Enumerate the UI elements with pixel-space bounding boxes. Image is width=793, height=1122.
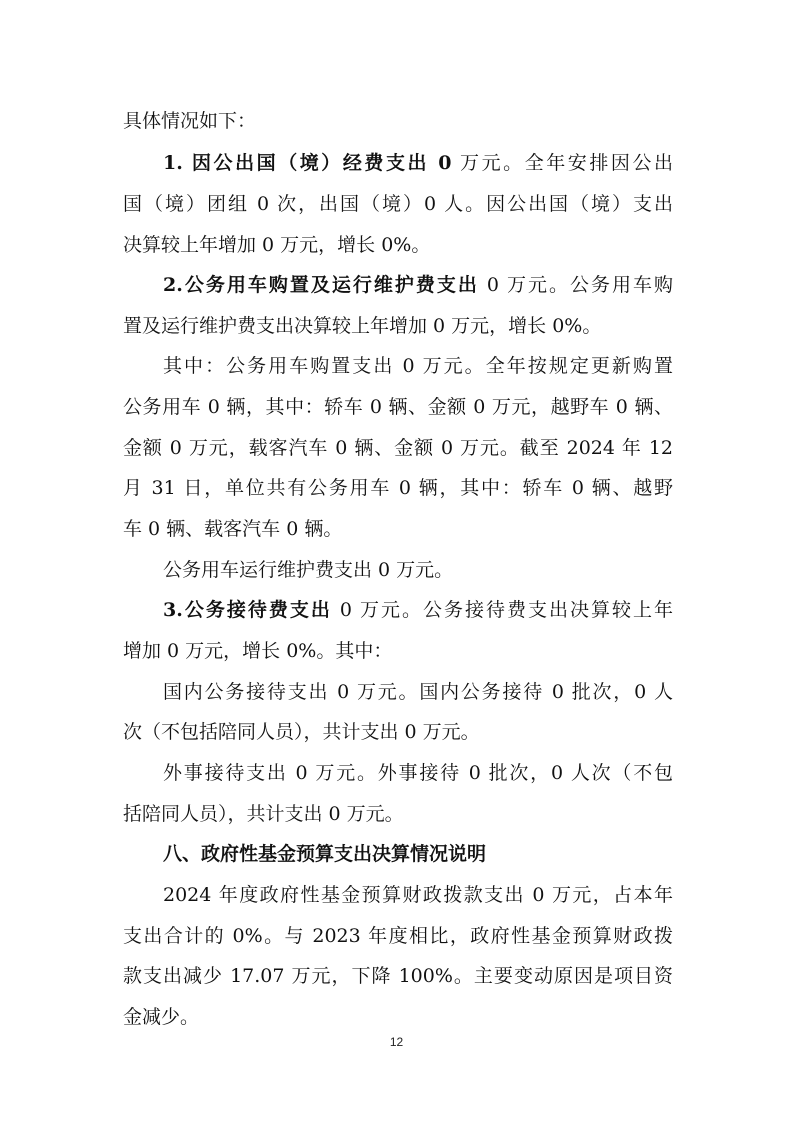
item-3-line-2: 增加 0 万元，增长 0%。其中：: [123, 640, 393, 662]
vehicle-line-1: 其中：公务用车购置支出 0 万元。全年按规定更新购置: [163, 355, 673, 377]
page-number: 12: [389, 1035, 404, 1049]
item-2-first-line: 2.公务用车购置及运行维护费支出 0 万元。公务用车购: [163, 274, 673, 296]
vehicle-line-3: 金额 0 万元，载客汽车 0 辆、金额 0 万元。截至 2024 年 12: [123, 437, 673, 459]
foreign-reception-line-2: 括陪同人员），共计支出 0 万元。: [123, 803, 404, 825]
domestic-reception-line-1: 国内公务接待支出 0 万元。国内公务接待 0 批次，0 人: [163, 681, 673, 703]
item-3-heading: 3.公务接待费支出: [163, 599, 332, 621]
vehicle-line-5: 车 0 辆、载客汽车 0 辆。: [123, 518, 343, 540]
section-8-heading: 八、政府性基金预算支出决算情况说明: [163, 843, 487, 865]
item-1-line-3: 决算较上年增加 0 万元，增长 0%。: [123, 234, 431, 256]
intro-line: 具体情况如下：: [123, 110, 257, 132]
item-2-line-2: 置及运行维护费支出决算较上年增加 0 万元，增长 0%。: [123, 315, 602, 337]
vehicle-line-2: 公务用车 0 辆，其中：轿车 0 辆、金额 0 万元，越野车 0 辆、: [123, 396, 673, 418]
fund-line-2: 支出合计的 0%。与 2023 年度相比，政府性基金预算财政拨: [123, 925, 673, 947]
item-2-heading: 2.公务用车购置及运行维护费支出: [163, 274, 479, 296]
vehicle-maintenance-line: 公务用车运行维护费支出 0 万元。: [163, 559, 454, 581]
item-3-first-line: 3.公务接待费支出 0 万元。公务接待费支出决算较上年: [163, 599, 674, 621]
fund-line-3: 款支出减少 17.07 万元，下降 100%。主要变动原因是项目资: [123, 965, 673, 987]
fund-line-4: 金减少。: [123, 1006, 200, 1028]
fund-line-1: 2024 年度政府性基金预算财政拨款支出 0 万元，占本年: [163, 884, 673, 906]
item-1-line-2: 国（境）团组 0 次，出国（境）0 人。因公出国（境）支出: [123, 193, 673, 215]
item-1-heading: 1. 因公出国（境）经费支出 0: [163, 152, 452, 174]
vehicle-line-4: 月 31 日，单位共有公务用车 0 辆，其中：轿车 0 辆、越野: [123, 477, 673, 499]
foreign-reception-line-1: 外事接待支出 0 万元。外事接待 0 批次，0 人次（不包: [163, 762, 673, 784]
domestic-reception-line-2: 次（不包括陪同人员），共计支出 0 万元。: [123, 721, 480, 743]
item-1-first-line: 1. 因公出国（境）经费支出 0 万元。全年安排因公出: [163, 152, 673, 174]
